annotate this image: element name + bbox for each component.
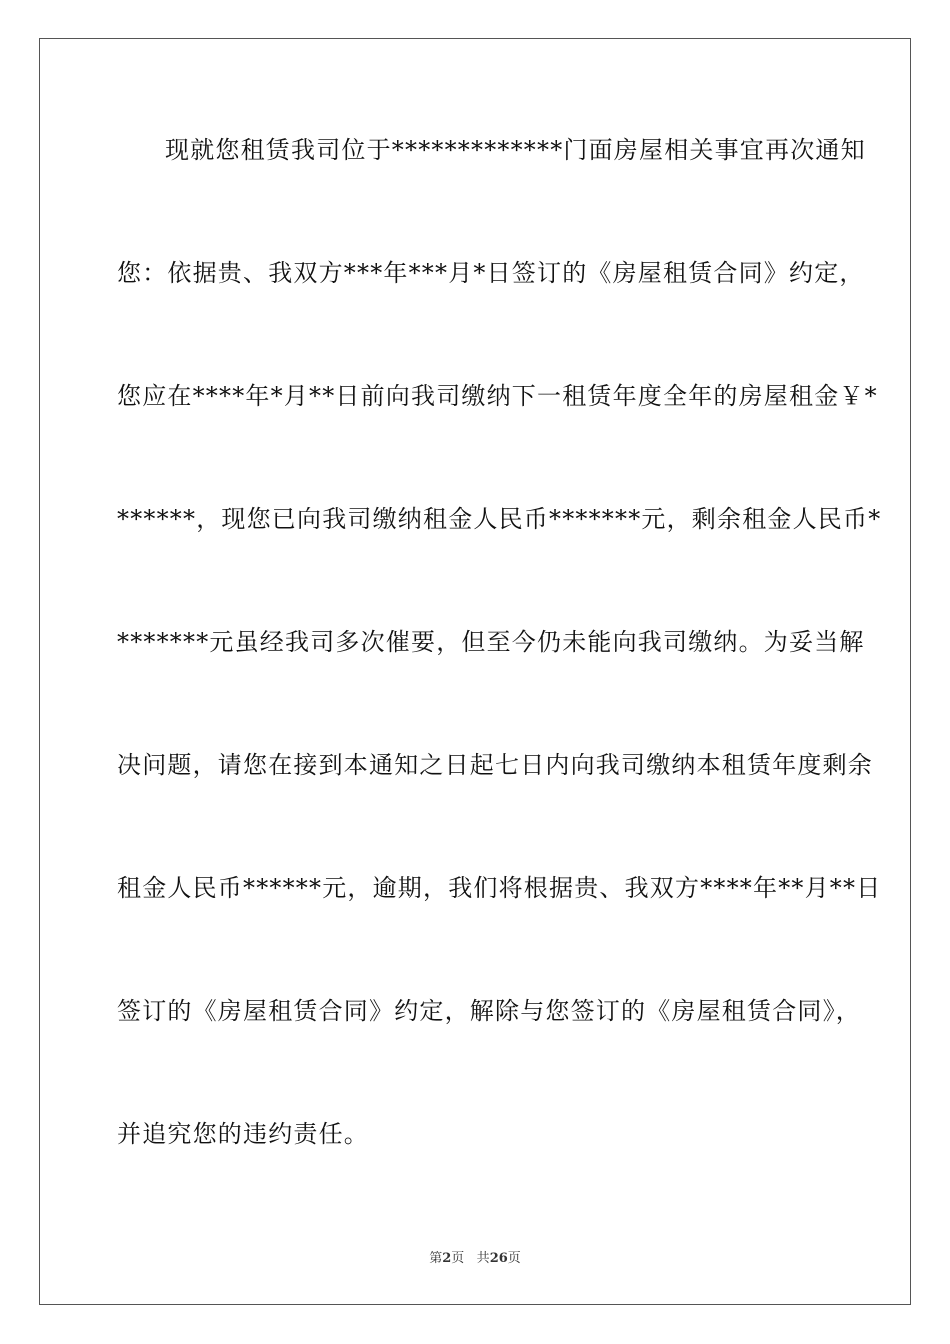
page-suffix: 页 [451, 1251, 465, 1266]
notice-body [117, 120, 882, 1227]
total-pages: 26 [489, 1251, 508, 1266]
body-line-2: 您：依据贵、我双方***年***月*日签订的《房屋租赁合同》约定， [117, 259, 865, 287]
total-suffix: 页 [507, 1251, 521, 1266]
page-number: 2 [442, 1251, 452, 1266]
body-line-7: 租金人民币******元，逾期，我们将根据贵、我双方****年**月**日 [117, 874, 882, 902]
body-line-9: 并追究您的违约责任。 [117, 1120, 369, 1148]
page-prefix: 第 [429, 1251, 443, 1266]
body-line-6: 决问题，请您在接到本通知之日起七日内向我司缴纳本租赁年度剩余 [117, 751, 873, 779]
total-prefix: 共 [476, 1251, 490, 1266]
page-footer [0, 1247, 950, 1266]
body-line-4: ******，现您已向我司缴纳租金人民币*******元，剩余租金人民币* [117, 505, 882, 533]
body-line-1: 现就您租赁我司位于*************门面房屋相关事宜再次通知 [165, 136, 866, 164]
body-line-5: *******元虽经我司多次催要，但至今仍未能向我司缴纳。为妥当解 [117, 628, 865, 656]
body-line-8: 签订的《房屋租赁合同》约定，解除与您签订的《房屋租赁合同》， [117, 997, 861, 1025]
body-line-3: 您应在****年*月**日前向我司缴纳下一租赁年度全年的房屋租金￥* [117, 382, 878, 410]
